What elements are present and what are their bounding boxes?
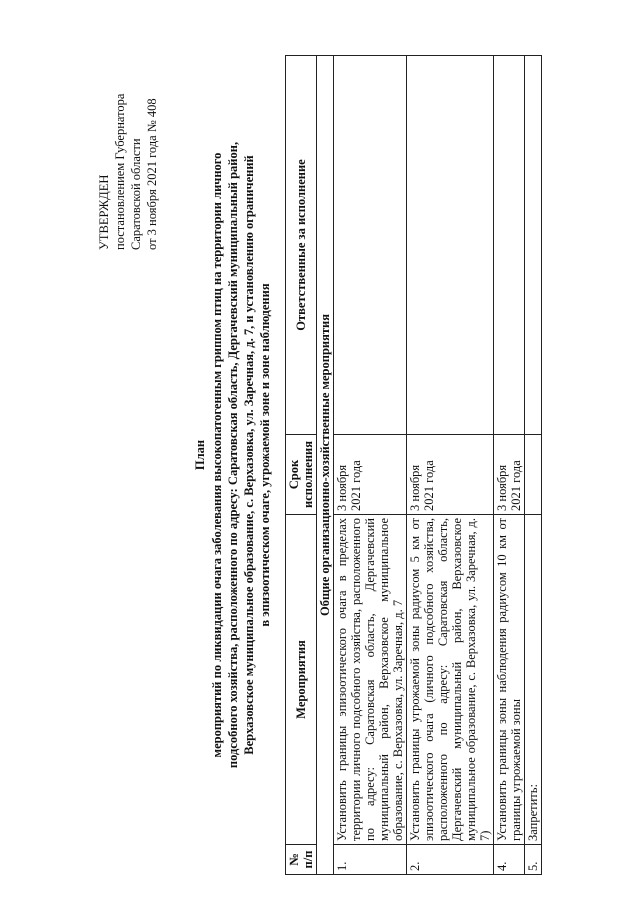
title-line: в эпизоотическом очаге, угрожаемой зоне и зоне наблюдения (258, 283, 272, 627)
row-term: 3 ноября 2021 года (407, 435, 494, 515)
table-row (407, 56, 494, 875)
row-num: 4. (494, 845, 525, 875)
title-line: подсобного хозяйства, расположенного по адресу: Саратовская область, Дергачевский муниципальный район, (226, 141, 240, 769)
approval-line: УТВЕРЖДЕН (97, 174, 111, 250)
document-title (192, 75, 273, 835)
row-event: Установить границы зоны наблюдения радиусом 10 км от границы угрожаемой зоны (494, 515, 525, 845)
row-num: 2. (407, 845, 494, 875)
title-line: Верхазовское муниципальное образование, с. Верхазовка, ул. Заречная, д. 7, и установлению ограничений (242, 155, 256, 755)
table-row (334, 56, 407, 875)
table-row (494, 56, 525, 875)
row-event: Установить границы эпизоотического очага в пределах территории личного подсобного хозяйства, расположенного по адресу: Саратовская область, Дергачевский муниципальный район, Верхазовское муниципальное образование, с. Верхазовка, ул. Заречная, д. 7 (334, 515, 407, 845)
header-num: № п/п (286, 845, 317, 875)
section-row (317, 56, 334, 875)
plan-table (285, 55, 542, 875)
row-responsible (525, 56, 542, 435)
row-event: Запретить: (525, 515, 542, 845)
row-term: 3 ноября 2021 года (494, 435, 525, 515)
header-responsible: Ответственные за исполнение (286, 56, 317, 435)
row-term: 3 ноября 2021 года (334, 435, 407, 515)
row-event: Установить границы угрожаемой зоны радиусом 5 км от эпизоотического очага (личного подсобного хозяйства, расположенного по адресу: Саратовская область, Дергачевский муниципальный район, Верхазовское муниципальное образование, с. Верхазовка, ул. Заречная, д. 7) (407, 515, 494, 845)
row-num: 1. (334, 845, 407, 875)
row-term (525, 435, 542, 515)
header-event: Мероприятия (286, 515, 317, 845)
approval-stamp (96, 94, 160, 250)
row-responsible (334, 56, 407, 435)
header-term: Срок исполнения (286, 435, 317, 515)
approval-line: от 3 ноября 2021 года № 408 (145, 98, 159, 250)
title-line: мероприятий по ликвидации очага заболевания высокопатогенным гриппом птиц на территории личного (210, 152, 224, 758)
title-heading: План (193, 439, 207, 471)
approval-line: постановлением Губернатора (113, 93, 127, 250)
table-row (525, 56, 542, 875)
row-num: 5. (525, 845, 542, 875)
section-title: Общие организационно-хозяйственные мероприятия (317, 56, 334, 875)
approval-line: Саратовской области (129, 138, 143, 250)
row-responsible (407, 56, 494, 435)
table-header-row (286, 56, 317, 875)
row-responsible (494, 56, 525, 435)
